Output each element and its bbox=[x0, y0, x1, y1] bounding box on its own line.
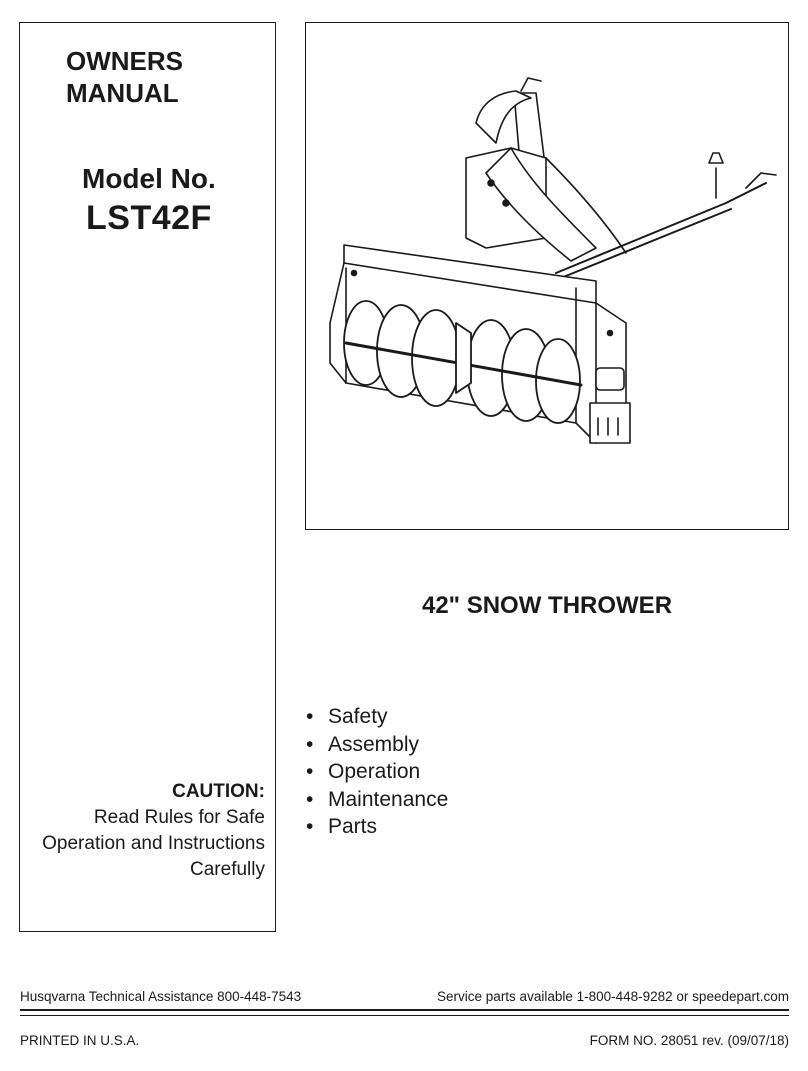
list-item-label: Parts bbox=[328, 815, 378, 838]
contents-list bbox=[306, 703, 448, 841]
footer-contact-row bbox=[20, 989, 789, 1004]
product-title: 42" SNOW THROWER bbox=[421, 592, 673, 619]
list-item bbox=[306, 758, 448, 786]
bullet: • bbox=[306, 760, 314, 783]
bullet: • bbox=[306, 815, 314, 838]
product-illustration-frame bbox=[305, 22, 789, 530]
caution-notice bbox=[42, 779, 265, 883]
caution-line-3: Carefully bbox=[190, 859, 265, 880]
model-label: Model No. bbox=[82, 163, 216, 194]
manual-heading bbox=[20, 45, 275, 109]
form-number-text: FORM NO. 28051 rev. (09/07/18) bbox=[589, 1033, 789, 1048]
footer-print-row bbox=[20, 1033, 789, 1048]
service-parts-text: Service parts available 1-800-448-9282 or speedepart.com bbox=[437, 989, 789, 1004]
list-item bbox=[306, 813, 448, 841]
list-item-label: Operation bbox=[328, 760, 421, 783]
bullet: • bbox=[306, 787, 314, 811]
footer-divider-thin bbox=[20, 1015, 789, 1016]
list-item bbox=[306, 731, 448, 759]
caution-line-2: Operation and Instructions bbox=[42, 833, 265, 854]
list-item-label: Assembly bbox=[328, 732, 420, 756]
model-number: LST42F bbox=[86, 199, 212, 237]
cover-info-panel bbox=[19, 22, 276, 932]
caution-line-1: Read Rules for Safe bbox=[93, 807, 265, 828]
heading-line-manual: MANUAL bbox=[66, 78, 179, 108]
bullet: • bbox=[306, 732, 314, 756]
printed-in-text: PRINTED IN U.S.A. bbox=[20, 1033, 140, 1048]
footer-divider-thick bbox=[20, 1009, 789, 1011]
list-item bbox=[306, 786, 448, 814]
snow-thrower-illustration bbox=[306, 23, 790, 531]
list-item bbox=[306, 703, 448, 731]
heading-line-owners: OWNERS bbox=[66, 46, 183, 76]
list-item-label: Maintenance bbox=[328, 787, 449, 811]
tech-assistance-text: Husqvarna Technical Assistance 800-448-7543 bbox=[20, 989, 302, 1004]
bullet: • bbox=[306, 705, 314, 728]
caution-title: CAUTION: bbox=[172, 781, 265, 802]
list-item-label: Safety bbox=[328, 705, 388, 728]
